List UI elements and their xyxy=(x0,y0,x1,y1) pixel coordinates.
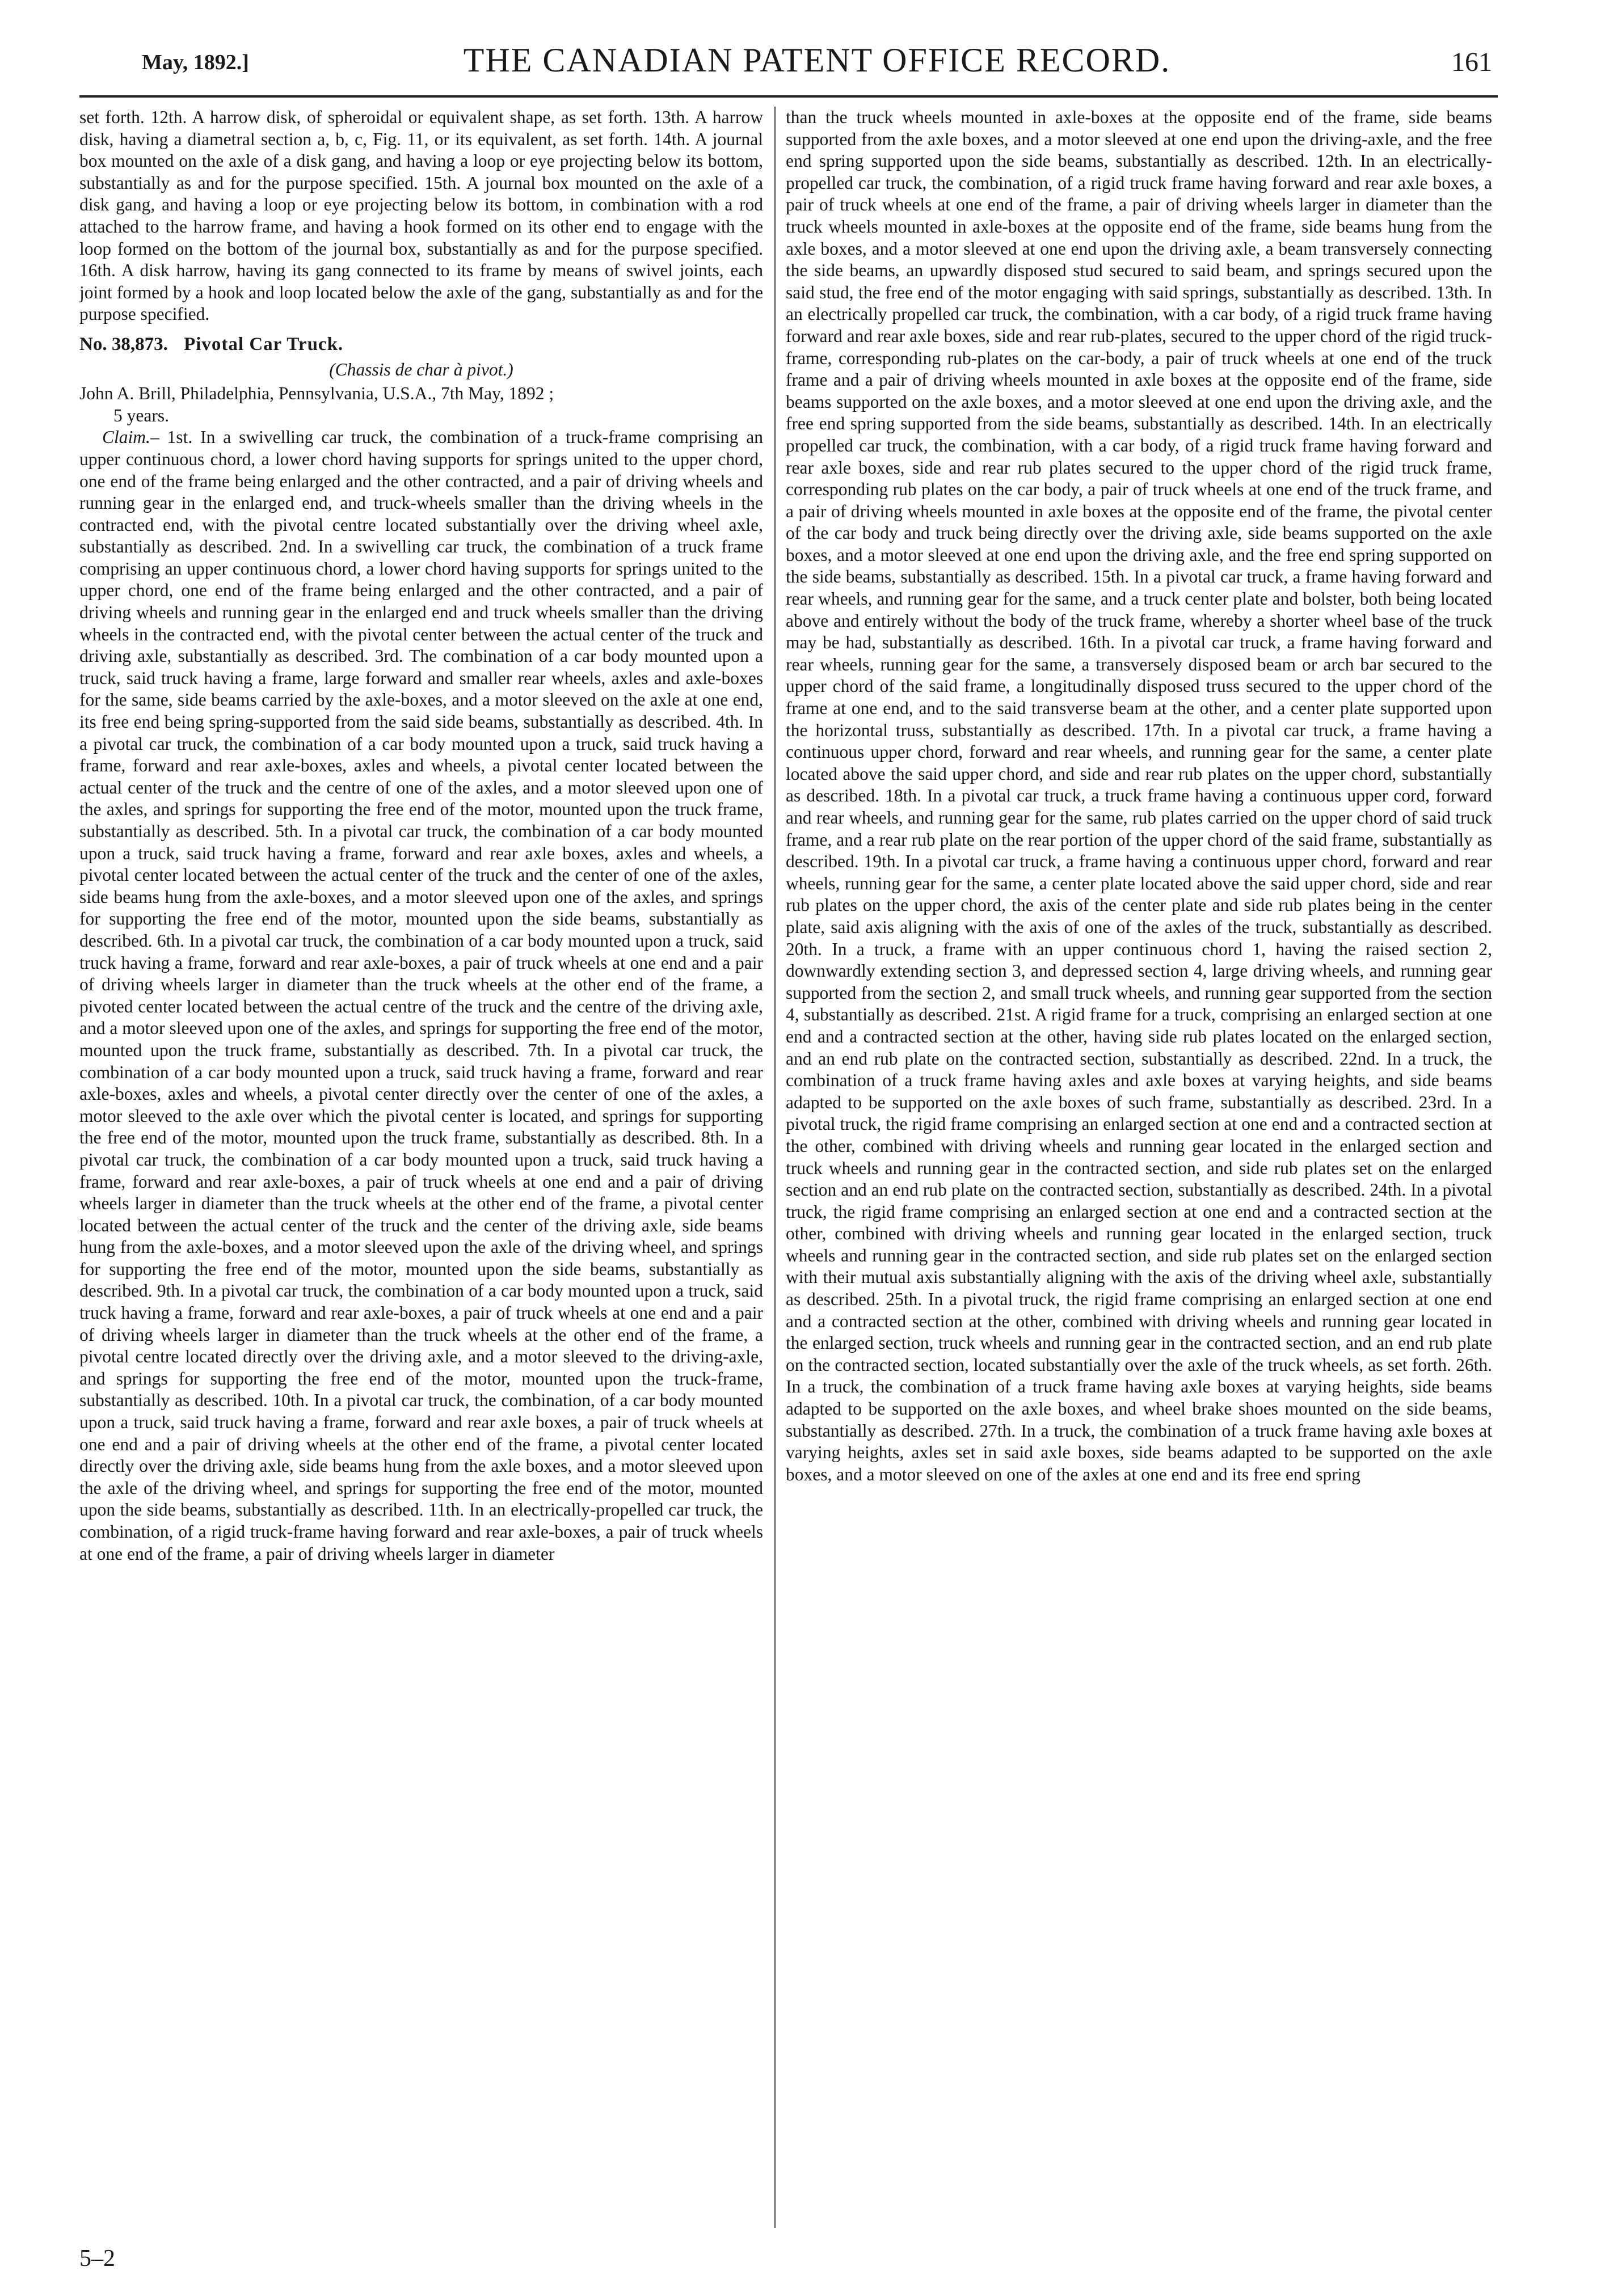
right-column-text: than the truck wheels mounted in axle-boxes at the opposite end of the frame, side beams supported from the axle boxes, and a motor sleeved at one end upon the driving-axle, and the free end spring supported upon the side beams, substantially as described. 12th. In an electrically-propelled car truck, the combination, of a rigid truck frame having forward and rear axle boxes, a pair of truck wheels at one end of the frame, a pair of driving wheels larger in diameter than the truck wheels mounted in axle-boxes at the opposite end of the frame, side beams hung from the axle boxes, and a motor sleeved at one end upon the driving axle, a beam transversely connecting the side beams, an upwardly disposed stud secured to said beam, and springs secured upon the said stud, the free end of the motor engaging with said springs, substantially as described. 13th. In an electrically propelled car truck, the combination, with a car body, of a rigid truck frame having forward and rear axle boxes, side and rear rub-plates, secured to the upper chord of the rigid truck-frame, corresponding rub-plates on the car-body, a pair of truck wheels at one end of the truck frame and a pair of driving wheels mounted in axle boxes at the opposite end of the frame, side beams supported on the axle boxes, and a motor sleeved at one end upon the driving axle, and the free end spring supported from the side beams, substantially as described. 14th. In an electrically propelled car truck, the combination, with a car body, of a rigid truck frame having forward and rear axle boxes, side and rear rub plates secured to the upper chord of the rigid truck frame, corresponding rub plates on the car body, a pair of truck wheels at one end of the truck frame, and a pair of driving wheels mounted in axle boxes at the opposite end of the frame, the pivotal center of the car body and truck being directly over the driving axle, side beams supported on the axle boxes, and a motor sleeved at one end upon the driving axle, and the free end spring supported on the side beams, substantially as described. 15th. In a pivotal car truck, a frame having forward and rear wheels, and running gear for the same, and a truck center plate and bolster, both being located above and entirely without the body of the truck frame, whereby a shorter wheel base of the truck may be had, substantially as described. 16th. In a pivotal car truck, a frame having forward and rear wheels, running gear for the same, a transversely disposed beam or arch bar secured to the upper chord of the said frame, a longitudinally disposed truss secured to the upper chord of the frame at one end, and to the said transverse beam at the other, and a center plate supported upon the horizontal truss, substantially as described. 17th. In a pivotal car truck, a frame having a continuous upper chord, forward and rear wheels, and running gear for the same, a center plate located above the said upper chord, and side and rear rub plates on the upper chord, substantially as described. 18th. In a pivotal car truck, a truck frame having a continuous upper cord, forward and rear wheels, and running gear for the same, rub plates carried on the upper chord of said truck frame, and a rear rub plate on the rear portion of the upper chord of the said frame, substantially as described. 19th. In a pivotal car truck, a frame having a continuous upper chord, forward and rear wheels, running gear for the same, a center plate located above the said upper chord, side and rear rub plates on the upper chord, the axis of the center plate and side rub plates being in the center plate, said axis aligning with the axis of one of the axles of the truck, substantially as described. 20th. In a truck, a frame with an upper continuous chord 1, having the raised section 2, downwardly extending section 3, and depressed section 4, large driving wheels, and running gear supported from the section 2, and small truck wheels, and running gear supported from the section 4, substantially as described. 21st. A rigid frame for a truck, comprising an enlarged section at one end and a contracted section at the other, having side rub plates located on the enlarged section, and an end rub plate on the contracted section, substantially as described. 22nd. In a truck, the combination of a truck frame having axles and axle boxes at varying heights, and side beams adapted to be supported on the axle boxes of such frame, substantially as described. 23rd. In a pivotal truck, the rigid frame comprising an enlarged section at one end and a contracted section at the other, combined with driving wheels and running gear located in the enlarged section and truck wheels and running gear in the contracted section, and side rub plates set on the enlarged section and an end rub plate on the contracted section, substantially as described. 24th. In a pivotal truck, the rigid frame comprising an enlarged section at one end and a contracted section at the other, combined with driving wheels and running gear located in the enlarged section, truck wheels and running gear in the contracted section, and side rub plates set on the enlarged section with their mutual axis substantially aligning with the axis of the driving wheel axle, substantially as described. 25th. In a pivotal truck, the rigid frame comprising an enlarged section at one end and a contracted section at the other, combined with driving wheels and running gear located in the enlarged section, truck wheels and running gear in the contracted section, and an end rub plate on the contracted section, located substantially over the axle of the truck wheels, as set forth. 26th. In a truck, the combination of a truck frame having axle boxes at varying heights, side beams adapted to be supported on the axle boxes, and wheel brake shoes mounted on the side beams, substantially as described. 27th. In a truck, the combination of a truck frame having axle boxes at varying heights, axles set in said axle boxes, side beams adapted to be supported on the axle boxes, and a motor sleeved on one of the axles at one end and its free end spring xyxy=(786,107,1492,1484)
claims-text: – 1st. In a swivelling car truck, the combination of a truck-frame comprising an upper continuous chord, a lower chord having supports for springs united to the upper chord, one end of the frame being enlarged and the other contracted, and a pair of driving wheels and running gear in the enlarged end, and truck-wheels smaller than the driving wheels in the contracted end, with the pivotal centre located substantially over the driving wheel axle, substantially as described. 2nd. In a swivelling car truck, the combination of a truck frame comprising an upper continuous chord, a lower chord having supports for springs united to the upper chord, one end of the frame being enlarged and the other contracted, and a pair of driving wheels and running gear in the enlarged end and truck wheels smaller than the driving wheels in the contracted end, with the pivotal center between the actual center of the truck and driving axle, substantially as described. 3rd. The combination of a car body mounted upon a truck, said truck having a frame, large forward and smaller rear wheels, axles and axle-boxes for the same, side beams carried by the axle-boxes, and a motor sleeved on the axle at one end, its free end being spring-supported from the said side beams, substantially as described. 4th. In a pivotal car truck, the combination of a car body mounted upon a truck, said truck having a frame, forward and rear axle-boxes, axles and wheels, a pivotal center located between the actual center of the truck and the centre of one of the axles, and a motor sleeved upon one of the axles, and springs for supporting the free end of the motor, mounted upon the truck frame, substantially as described. 5th. In a pivotal car truck, the combination of a car body mounted upon a truck, said truck having a frame, forward and rear axle boxes, axles and wheels, a pivotal center located between the actual center of the truck and the center of one of the axles, side beams hung from the axle-boxes, and a motor sleeved upon one of the axles, and springs for supporting the free end of the motor, mounted upon the side beams, substantially as described. 6th. In a pivotal car truck, the combination of a car body mounted upon a truck, said truck having a frame, forward and rear axle-boxes, a pair of truck wheels at one end and a pair of driving wheels larger in diameter than the truck wheels at the other end of the frame, a pivoted center located between the actual centre of the truck and the centre of the driving axle, and a motor sleeved upon one of the axles, and springs for supporting the free end of the motor, mounted upon the truck frame, substantially as described. 7th. In a pivotal car truck, the combination of a car body mounted upon a truck, said truck having a frame, forward and rear axle-boxes, axles and wheels, a pivotal center directly over the center of one of the axles, a motor sleeved to the axle over which the pivotal center is located, and springs for supporting the free end of the motor, mounted upon the truck frame, substantially as described. 8th. In a pivotal car truck, the combination of a car body mounted upon a truck, said truck having a frame, forward and rear axle-boxes, a pair of truck wheels at one end and a pair of driving wheels larger in diameter than the truck wheels at the other end of the frame, a pivotal center located between the actual center of the truck and the center of the driving axle, side beams hung from the axle-boxes, and a motor sleeved upon the axle of the driving wheel, and springs for supporting the free end of the motor, mounted upon the side beams, substantially as described. 9th. In a pivotal car truck, the combination of a car body mounted upon a truck, said truck having a frame, forward and rear axle-boxes, a pair of truck wheels at one end and a pair of driving wheels larger in diameter than the truck wheels at the other end of the frame, a pivotal centre located directly over the driving axle, and a motor sleeved to the driving-axle, and springs for supporting the free end of the motor, mounted upon the truck-frame, substantially as described. 10th. In a pivotal car truck, the combination, of a car body mounted upon a truck, said truck having a frame, forward and rear axle boxes, a pair of truck wheels at one end and a pair of driving wheels at the other end of the frame, a pivotal center located directly over the driving axle, side beams hung from the axle boxes, and a motor sleeved upon the axle of the driving wheel, and springs for supporting the free end of the motor, mounted upon the side beams, substantially as described. 11th. In an electrically-propelled car truck, the combination, of a rigid truck-frame having forward and rear axle-boxes, a pair of truck wheels at one end of the frame, a pair of driving wheels larger in diameter xyxy=(79,427,763,1564)
left-column xyxy=(79,107,763,2239)
patent-term: 5 years. xyxy=(113,405,169,425)
claim-label: Claim. xyxy=(102,427,150,448)
page-header xyxy=(142,41,1492,92)
right-column xyxy=(786,107,1492,2239)
intro-paragraph: set forth. 12th. A harrow disk, of spheroidal or equivalent shape, as set forth. 13th. A harrow disk, having a diametral section a, b, c, Fig. 11, or its equivalent, as set forth. 14th. A journal box mounted on the axle of a disk gang, and having a loop or eye projecting below its bottom, substantially as and for the purpose specified. 15th. A journal box mounted on the axle of a disk gang, and having a loop or eye projecting below its bottom, in combination with a rod attached to the harrow frame, and having a hook formed on its other end to engage with the loop formed on the bottom of the journal box, substantially as and for the purpose specified. 16th. A disk harrow, having its gang connected to its frame by means of swivel joints, each joint formed by a hook and loop located below the axle of the gang, substantially as and for the purpose specified. xyxy=(79,107,763,324)
patent-french-title: (Chassis de char à pivot.) xyxy=(329,359,513,379)
patent-title: Pivotal Car Truck. xyxy=(184,334,344,354)
header-rule xyxy=(79,95,1498,98)
signature-mark: 5–2 xyxy=(79,2246,115,2272)
patent-inventor: John A. Brill, Philadelphia, Pennsylvania, U.S.A., 7th May, 1892 ; xyxy=(79,383,554,404)
header-title: THE CANADIAN PATENT OFFICE RECORD. xyxy=(463,41,1171,79)
patent-heading xyxy=(79,334,763,356)
patent-number: No. 38,873. xyxy=(79,334,168,354)
header-page-number: 161 xyxy=(1451,47,1492,77)
header-date: May, 1892.] xyxy=(142,50,249,74)
column-divider xyxy=(774,107,776,2228)
claims-paragraph xyxy=(79,427,763,1565)
